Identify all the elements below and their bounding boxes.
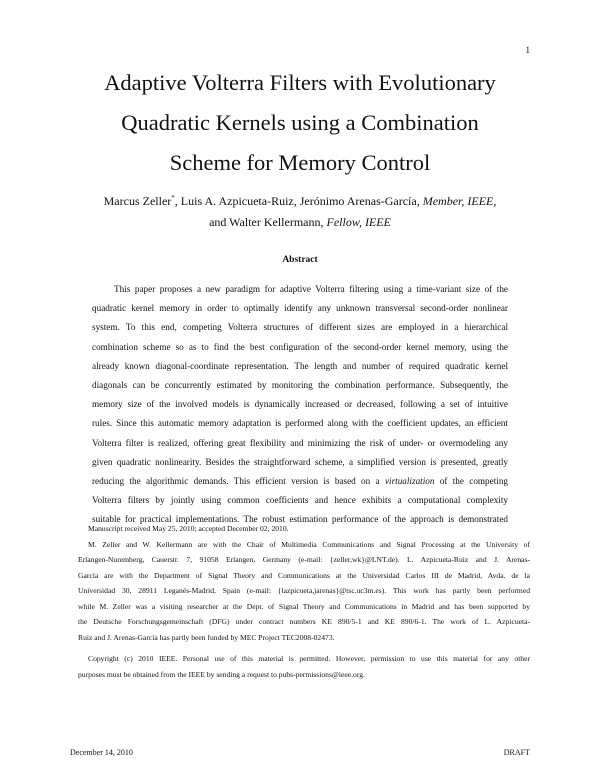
member-grade: Member, IEEE (422, 194, 494, 208)
copyright-line: purposes must be obtained from the IEEE by sending a request to pubs-permissions@ieee.org. (78, 669, 365, 679)
abstract-line: reducing the algorithmic demands. This efficient version is based on a virtualization of the competing (92, 476, 509, 487)
copyright-line: Copyright (c) 2010 IEEE. Personal use of this material is permitted. However, permission to use this material for any other (88, 654, 530, 663)
title-line: Scheme for Memory Control (169, 150, 431, 175)
abstract-heading: Abstract (282, 255, 318, 265)
affiliation-line: Universidad 30, 28911 Leganés-Madrid, Spain (e-mail: {lazpicueta,jarenas}@tsc.uc3m.es). This work has partly been performed (78, 586, 530, 595)
affiliation-line: M. Zeller and W. Kellermann are with the Chair of Multimedia Communications and Signal Processing at the University of (88, 539, 530, 549)
abstract-line: given quadratic nonlinearity. Besides the straightforward scheme, a simplified version is presented, greatly (92, 456, 508, 467)
abstract-body (92, 280, 508, 530)
abstract-line: combination scheme so as to find the best configuration of the second-order kernel memory, using the (92, 341, 508, 352)
affiliation-line: the Deutsche Forschungsgemeinschaft (DFG) under contract numbers KE 890/5-1 and KE 890/6-1. The work of L. Azpicueta- (78, 617, 530, 626)
fellow-grade: Fellow, IEEE (326, 215, 391, 229)
affiliation-line: García are with the Department of Signal Theory and Communications at the Universidad Carlos III de Madrid, Avda. de la (78, 570, 530, 580)
footnotes (78, 521, 530, 682)
emphasized-term: virtualization (384, 476, 435, 487)
page-number: 1 (525, 45, 530, 55)
paper-title (60, 63, 540, 183)
abstract-line: suitable for practical implementations. The robust estimation performance of the approach is demonstrated (92, 514, 508, 525)
abstract-line: This paper proposes a new paradigm for adaptive Volterra filtering using a time-variant size of the (114, 284, 508, 294)
abstract-line: Volterra filters by jointly using common coefficients and hence exhibits a computational complexity (92, 495, 508, 506)
footer-draft: DRAFT (503, 748, 530, 757)
abstract-line: diagonals can be concurrently estimated by monitoring the combination performance. Subsequently, the (92, 380, 508, 391)
abstract-line: Volterra filter is realized, offering great flexibility and minimizing the risk of under- or overmodeling any (92, 437, 508, 448)
author-line-2: and Walter Kellermann, Fellow, IEEE (209, 215, 391, 229)
title-line: Quadratic Kernels using a Combination (121, 110, 479, 135)
manuscript-note: Manuscript received May 25, 2010; accepted December 02, 2010. (88, 524, 289, 533)
abstract-line: rules. Since this automatic memory adaptation is performed along with the coefficient updates, an efficient (92, 418, 508, 429)
affiliation-line: while M. Zeller was a visiting researcher at the Dept. of Signal Theory and Communications in Madrid and has been supported by (78, 601, 530, 611)
author-block (60, 188, 540, 233)
title-line: Adaptive Volterra Filters with Evolutionary (104, 70, 496, 95)
abstract-line: memory size of the involved models is dynamically increased or decreased, following a set of intuitive (92, 399, 508, 410)
author-line-1: Marcus Zeller*, Luis A. Azpicueta-Ruiz, Jerónimo Arenas-García, Member, IEEE, (103, 194, 497, 208)
corresponding-mark: * (171, 194, 175, 202)
affiliation-line: Ruiz and J. Arenas-García has partly been funded by MEC Project TEC2008-02473. (78, 632, 335, 642)
footer-date: December 14, 2010 (70, 748, 133, 757)
abstract-line: quadratic kernel memory in order to optimally identify any unknown transversal second-order nonlinear (92, 303, 508, 314)
affiliation-line: Erlangen-Nuremberg, Cauerstr. 7, 91058 Erlangen, Germany (e-mail: {zeller,wk}@LNT.de). L. Azpicueta-Ruiz and J. Arenas- (78, 555, 530, 564)
abstract-line: system. To this end, competing Volterra structures of different sizes are employed in a hierarchical (92, 322, 508, 333)
abstract-line: already known diagonal-coordinate representation. The length and number of required quadratic kernel (92, 360, 508, 371)
